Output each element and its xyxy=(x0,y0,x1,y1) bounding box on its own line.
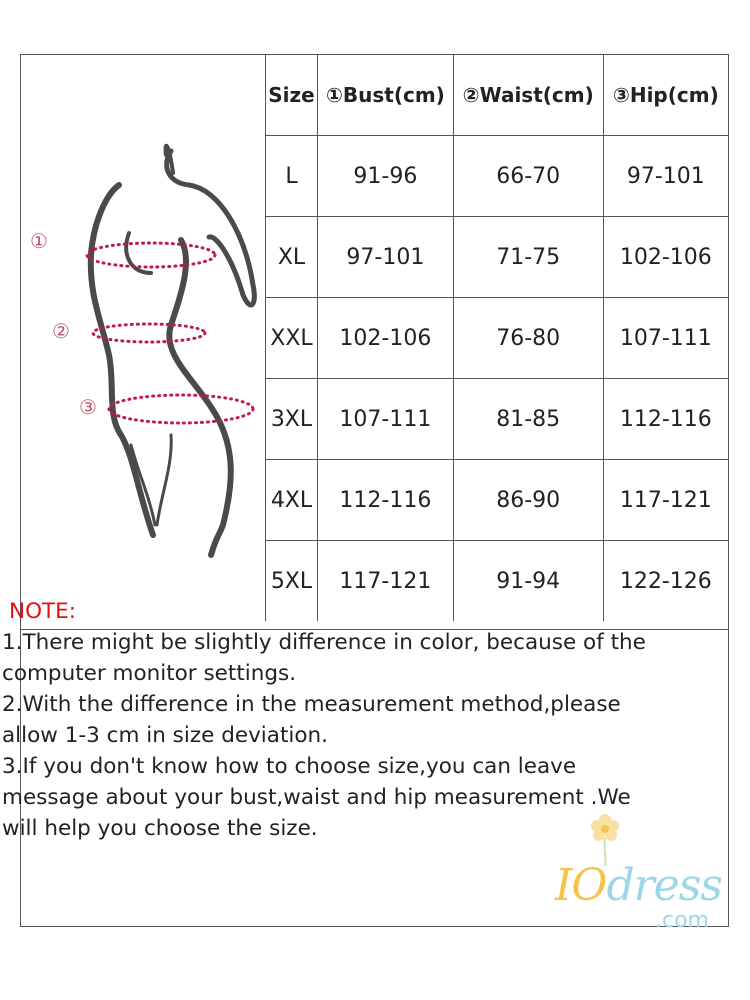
hip-value: 102-106 xyxy=(603,217,728,298)
waist-value: 86-90 xyxy=(453,460,603,541)
bust-value: 91-96 xyxy=(317,136,453,217)
body-measurement-figure xyxy=(21,55,265,629)
hip-value: 112-116 xyxy=(603,379,728,460)
header-bust: ①Bust(cm) xyxy=(317,55,453,136)
bust-value: 102-106 xyxy=(317,298,453,379)
table-row xyxy=(266,379,729,460)
note-line: 3.If you don't know how to choose size,you can leave xyxy=(2,754,577,779)
table-row xyxy=(266,298,729,379)
waist-marker: ② xyxy=(52,319,70,343)
size-label: 5XL xyxy=(266,541,318,622)
header-hip: ③Hip(cm) xyxy=(603,55,728,136)
note-line: 1.There might be slightly difference in color, because of the xyxy=(2,630,646,655)
note-line: computer monitor settings. xyxy=(2,661,297,686)
notes-section xyxy=(2,596,702,844)
waist-value: 71-75 xyxy=(453,217,603,298)
table-row xyxy=(266,217,729,298)
size-table-header xyxy=(266,55,729,136)
hip-value: 122-126 xyxy=(603,541,728,622)
bust-marker: ① xyxy=(30,229,48,253)
logo-wordmark xyxy=(555,860,722,911)
size-label: 4XL xyxy=(266,460,318,541)
iodress-logo xyxy=(555,860,730,940)
waist-value: 91-94 xyxy=(453,541,603,622)
note-title: NOTE: xyxy=(9,599,76,624)
hip-value: 97-101 xyxy=(603,136,728,217)
flower-icon xyxy=(585,808,625,868)
note-line: allow 1-3 cm in size deviation. xyxy=(2,723,328,748)
hip-marker: ③ xyxy=(79,395,97,419)
bust-value: 97-101 xyxy=(317,217,453,298)
size-table xyxy=(265,55,728,621)
note-line: message about your bust,waist and hip measurement .We xyxy=(2,785,631,810)
logo-part1: IO xyxy=(555,860,607,911)
note-line: will help you choose the size. xyxy=(2,816,318,841)
size-label: XXL xyxy=(266,298,318,379)
header-waist: ②Waist(cm) xyxy=(453,55,603,136)
hip-value: 107-111 xyxy=(603,298,728,379)
size-label: L xyxy=(266,136,318,217)
header-size: Size xyxy=(266,55,318,136)
table-row xyxy=(266,136,729,217)
logo-part2: dress xyxy=(606,860,722,911)
bust-value: 112-116 xyxy=(317,460,453,541)
size-label: 3XL xyxy=(266,379,318,460)
hip-value: 117-121 xyxy=(603,460,728,541)
table-row xyxy=(266,460,729,541)
waist-value: 76-80 xyxy=(453,298,603,379)
bust-value: 107-111 xyxy=(317,379,453,460)
waist-value: 81-85 xyxy=(453,379,603,460)
note-line: 2.With the difference in the measurement method,please xyxy=(2,692,621,717)
logo-domain: .com xyxy=(655,908,709,933)
bust-value: 117-121 xyxy=(317,541,453,622)
size-label: XL xyxy=(266,217,318,298)
waist-value: 66-70 xyxy=(453,136,603,217)
